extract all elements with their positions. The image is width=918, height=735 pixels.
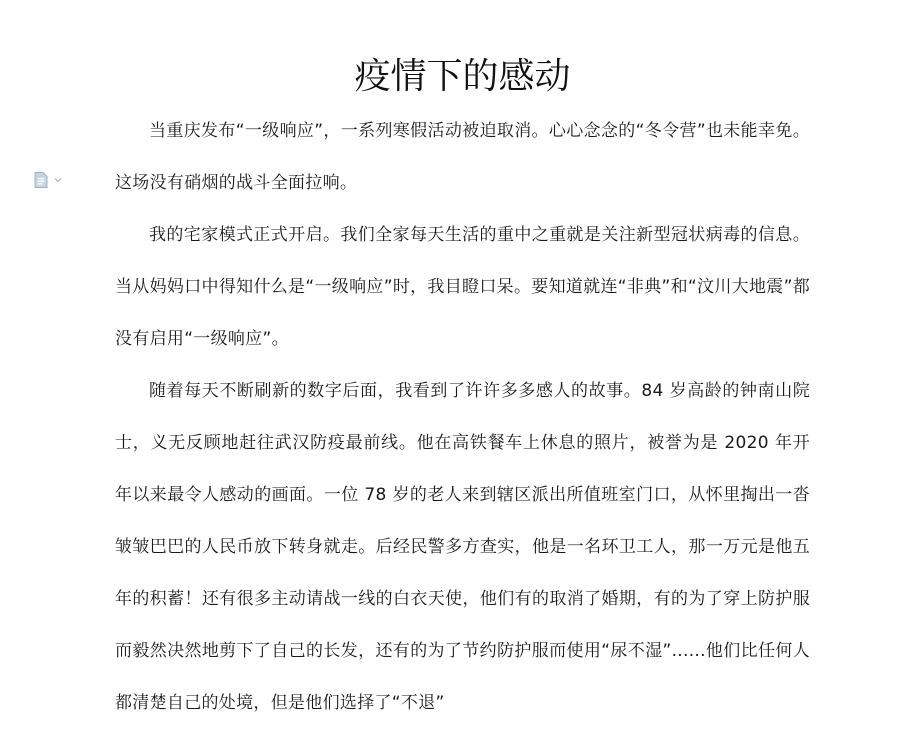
document-body — [115, 105, 810, 729]
caret-down-icon — [54, 177, 62, 183]
paragraph-gutter-menu[interactable] — [32, 171, 66, 189]
paragraph-layout-icon — [32, 171, 50, 189]
paragraph: 随着每天不断刷新的数字后面，我看到了许许多多感人的故事。84 岁高龄的钟南山院士，义无反顾地赶往武汉防疫最前线。他在高铁餐车上休息的照片，被誉为是 2020 年开年以来最令人感动的画面。一位 78 岁的老人来到辖区派出所值班室门口，从怀里掏出一沓皱皱巴巴的人民币放下转身就走。后经民警多方查实，他是一名环卫工人，那一万元是他五年的积蓄！还有很多主动请战一线的白衣天使，他们有的取消了婚期，有的为了穿上防护服而毅然决然地剪下了自己的长发，还有的为了节约防护服而使用“尿不湿”......他们比任何人都清楚自己的处境，但是他们选择了“不退” — [115, 381, 810, 713]
paragraph: 当重庆发布“一级响应”，一系列寒假活动被迫取消。心心念念的“冬令营”也未能幸免。这场没有硝烟的战斗全面拉响。 — [115, 121, 810, 193]
paragraph: 我的宅家模式正式开启。我们全家每天生活的重中之重就是关注新型冠状病毒的信息。当从妈妈口中得知什么是“一级响应”时，我目瞪口呆。要知道就连“非典”和“汶川大地震”都没有启用“一级响应”。 — [115, 225, 810, 349]
document-title: 疫情下的感动 — [354, 56, 571, 97]
